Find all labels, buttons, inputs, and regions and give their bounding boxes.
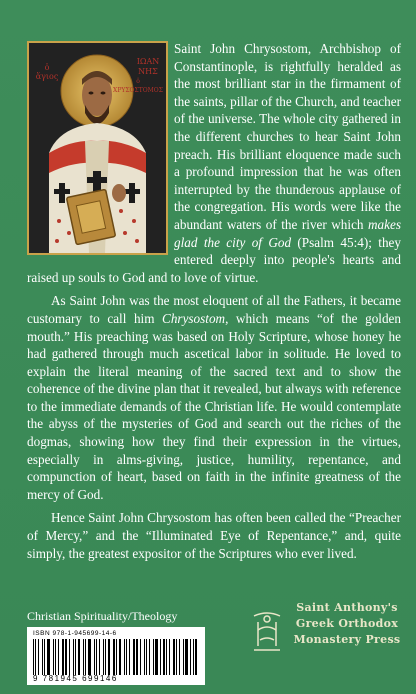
barcode-bar [55, 639, 56, 675]
barcode-bar [126, 639, 127, 675]
category-label: Christian Spirituality/Theology [27, 609, 178, 623]
barcode-bar [173, 639, 175, 675]
description-flow [27, 40, 401, 562]
barcode-bar [94, 639, 95, 675]
barcode-bar [42, 639, 43, 675]
barcode-bar [185, 639, 188, 675]
barcode-bar [133, 639, 136, 675]
publisher-name [288, 600, 406, 648]
barcode-bar [62, 639, 64, 675]
barcode-bar [124, 639, 125, 675]
barcode-bar [44, 639, 45, 675]
ean-number: 9 781945 699146 [33, 674, 118, 683]
barcode-bar [58, 639, 59, 675]
isbn-text: ISBN 978-1-945699-14-6 [33, 630, 117, 637]
barcode-bar [160, 639, 161, 675]
barcode-bar [69, 639, 70, 675]
publisher-line-1: Saint Anthony's [296, 601, 398, 614]
barcode-bar [73, 639, 74, 675]
publisher-line-3: Monastery Press [293, 633, 401, 646]
barcode-bar [153, 639, 154, 675]
barcode-bar [190, 639, 191, 675]
paragraph-2-end: , which means “of the golden mouth.” His preaching was based on Holy Scripture, whose honey he had gathered through much ascetical labor in solitude. He loved to explain the literal meaning of the sacred text and to show the coherence of the divine plan that it revealed, but always with reference to the immediate demands of the Christian life. He would contemplate the abyss of the mysteries of God and search out the riches of the dogmas, showing how they find their expression in the virtues, especially in alms-giving, justice, humility, repentance, and compunction of heart, based on faith in the infinite greatness of the mercy of God. [27, 310, 401, 502]
barcode-bar [140, 639, 141, 675]
barcode-bar [105, 639, 106, 675]
paragraph-2-italic: Chrysostom [162, 310, 226, 326]
paragraph-1-main: Saint John Chrysostom, Archbishop of Constantinople, is rightfully heralded as the most brilliant star in the firmament of the saints, pillar of the Church, and teacher of the universe. The whole city gathered in the different churches to hear Saint John preach. His brilliant eloquence made such a profound impression that he was often interrupted by the thunderous applause of the congregation. His words were like the abundant waters of the river which [174, 41, 401, 232]
barcode-bar [99, 639, 101, 675]
barcode-bar [119, 639, 121, 675]
paragraph-2-start: As Saint John was the most eloquent of all the Fathers, it became customary to call him [27, 293, 401, 326]
barcode-bar [169, 639, 170, 675]
icon-label-name-2: ΝΗΣ [138, 67, 158, 76]
icon-label-name-1: ΙΩΑΝ [136, 57, 160, 66]
barcode-bar [96, 639, 97, 675]
barcode-bar [146, 639, 148, 675]
publisher-line-2: Greek Orthodox [295, 617, 399, 630]
barcode-bar [163, 639, 165, 675]
barcode-bar [65, 639, 68, 675]
barcode-bar [85, 639, 86, 675]
icon-float-spacer [27, 40, 174, 258]
barcode-bar [176, 639, 178, 675]
barcode-bar [183, 639, 184, 675]
paragraph-3-text: Hence Saint John Chrysostom has often been called the “Preacher of Mercy,” and the “Illuminated Eye of Repentance,” and, quite simply, the greatest expositor of the Scriptures who ever lived. [27, 510, 401, 561]
barcode-bar [136, 639, 138, 675]
paragraph-2 [27, 292, 401, 503]
barcode-bar [195, 639, 197, 675]
barcode-bar [38, 639, 40, 675]
barcode-bar [166, 639, 167, 675]
barcode-bar [179, 639, 180, 675]
barcode-bar [116, 639, 117, 675]
barcode [27, 627, 205, 685]
barcode-bars [33, 639, 199, 677]
barcode-bar [113, 639, 116, 675]
barcode-bar [75, 639, 76, 675]
barcode-bar [155, 639, 158, 675]
publisher-logo-icon [250, 610, 284, 654]
barcode-bar [103, 639, 104, 675]
barcode-bar [83, 639, 85, 675]
barcode-bar [53, 639, 55, 675]
barcode-bar [35, 639, 36, 675]
barcode-bar [88, 639, 91, 675]
icon-label-epithet: ὁ ΧΡΥΣΟΣΤΟΜΟΣ [113, 78, 163, 94]
paragraph-1-quote: makes glad the city of God [174, 216, 401, 250]
barcode-bar [108, 639, 110, 675]
barcode-bar [129, 639, 130, 675]
barcode-bar [149, 639, 150, 675]
icon-label-left: ὁ ἅγιος [35, 63, 59, 81]
barcode-bar [193, 639, 194, 675]
barcode-bar [78, 639, 80, 675]
paragraph-1-end: (Psalm 45:4); they entered deeply into people's hearts and raised up souls to God and to love of virtue. [27, 234, 401, 285]
paragraph-3 [27, 509, 401, 562]
barcode-bar [144, 639, 145, 675]
barcode-bar [47, 639, 50, 675]
barcode-bar [33, 639, 34, 675]
